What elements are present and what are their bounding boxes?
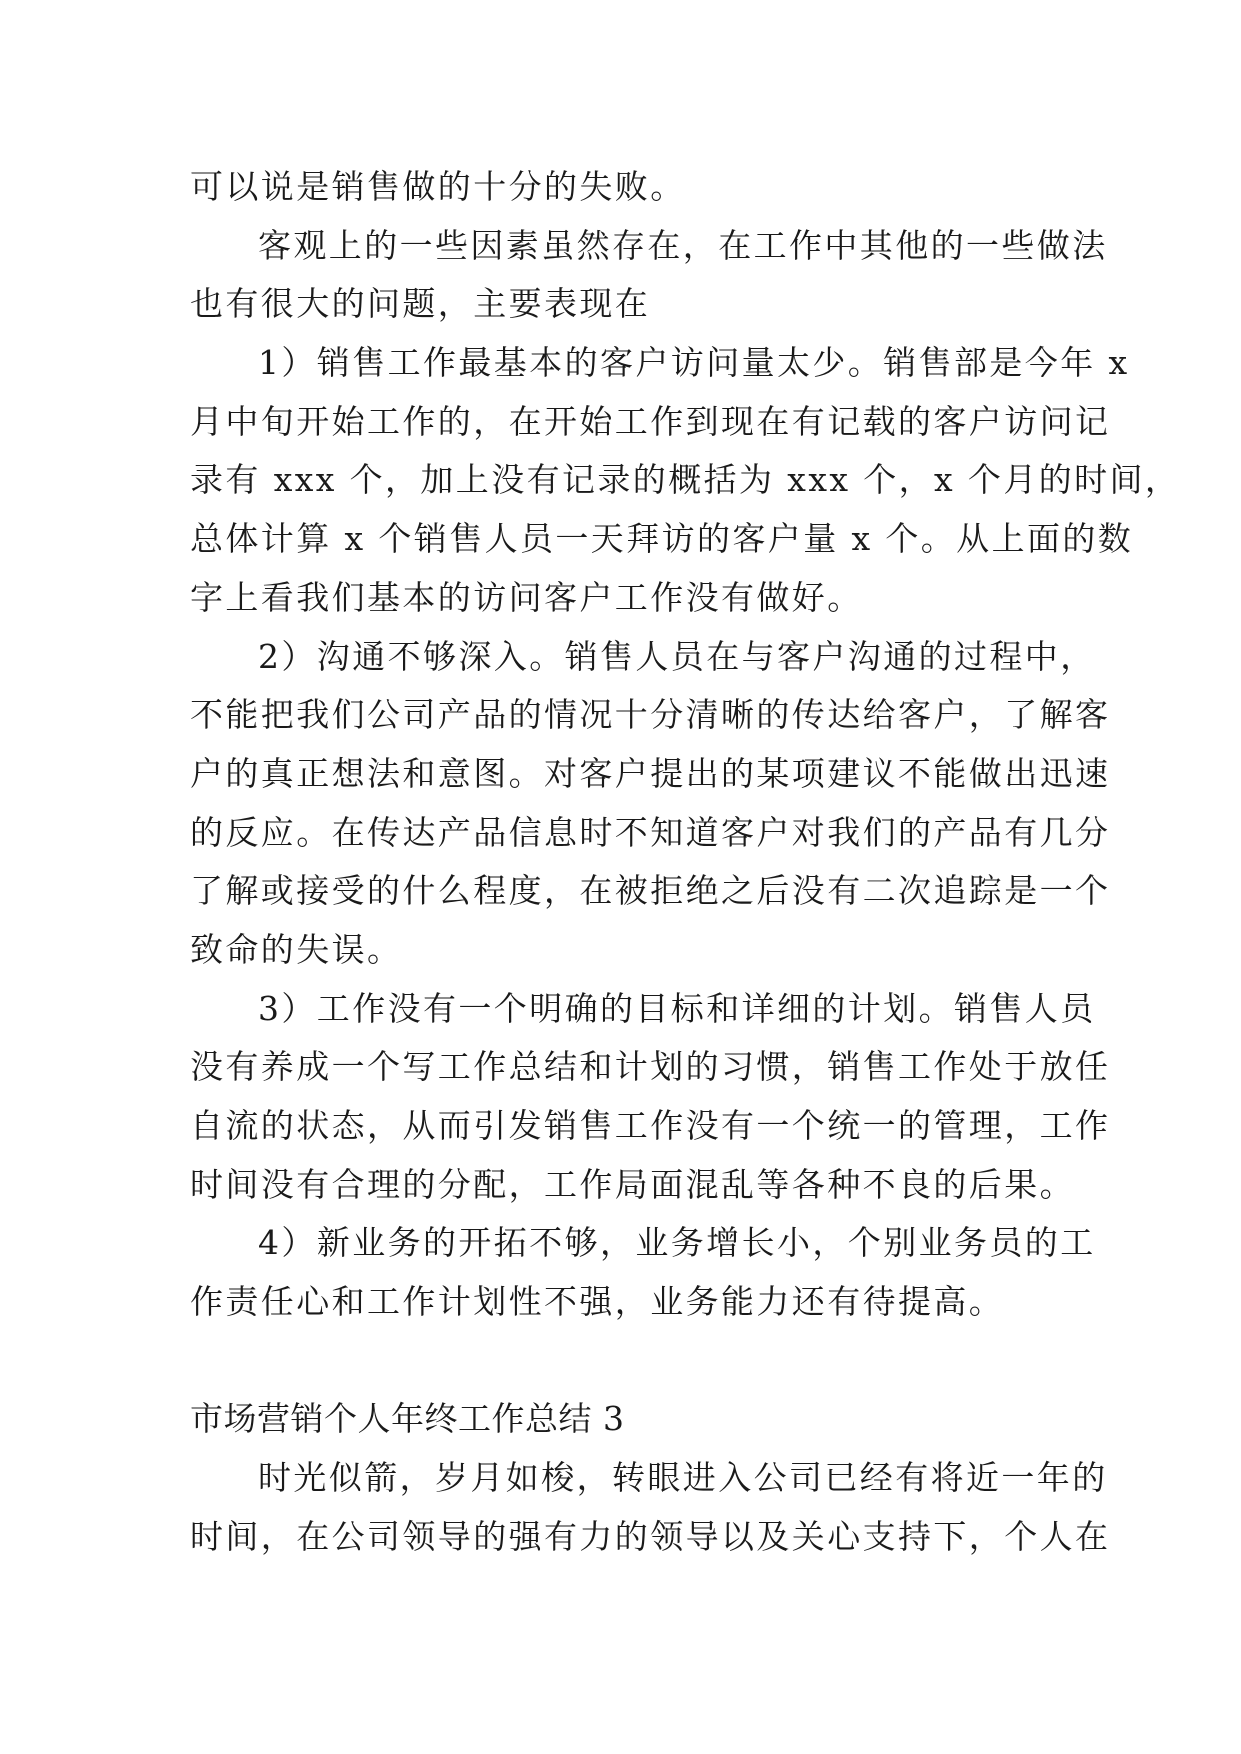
text-line: 致命的失误。: [190, 929, 403, 969]
text-line: 了解或接受的什么程度，在被拒绝之后没有二次追踪是一个: [190, 871, 1111, 911]
text-line: 没有养成一个写工作总结和计划的习惯，销售工作处于放任: [190, 1047, 1111, 1087]
text-line: 可以说是销售做的十分的失败。: [190, 167, 686, 206]
text-line: 户的真正想法和意图。对客户提出的某项建议不能做出迅速: [190, 753, 1111, 793]
text-line: 时间没有合理的分配，工作局面混乱等各种不良的后果。: [190, 1164, 1075, 1204]
section-heading: 市场营销个人年终工作总结 3: [190, 1399, 625, 1439]
text-line: 2）沟通不够深入。销售人员在与客户沟通的过程中，: [258, 636, 1096, 676]
text-line: 作责任心和工作计划性不强，业务能力还有待提高。: [190, 1282, 1005, 1322]
text-line: 时间，在公司领导的强有力的领导以及关心支持下，个人在: [190, 1516, 1111, 1556]
paragraph-gap: [190, 1332, 1050, 1391]
text-line: 录有 xxx 个，加上没有记录的概括为 xxx 个，x 个月的时间，: [190, 460, 1181, 500]
text-line: 不能把我们公司产品的情况十分清晰的传达给客户，了解客: [190, 695, 1111, 735]
text-line: 也有很大的问题，主要表现在: [190, 284, 651, 324]
text-line: 总体计算 x 个销售人员一天拜访的客户量 x 个。从上面的数: [190, 519, 1134, 559]
text-line: 客观上的一些因素虽然存在，在工作中其他的一些做法: [258, 225, 1108, 265]
text-line: 1）销售工作最基本的客户访问量太少。销售部是今年 x: [258, 343, 1130, 383]
text-line: 3）工作没有一个明确的目标和详细的计划。销售人员: [258, 988, 1096, 1028]
document-body: [190, 158, 1181, 1567]
text-line: 4）新业务的开拓不够，业务增长小，个别业务员的工: [258, 1223, 1096, 1263]
text-line: 时光似箭，岁月如梭，转眼进入公司已经有将近一年的: [258, 1458, 1108, 1498]
text-line: 自流的状态，从而引发销售工作没有一个统一的管理，工作: [190, 1106, 1111, 1145]
text-line: 月中旬开始工作的，在开始工作到现在有记载的客户访问记: [190, 401, 1111, 441]
text-line: 的反应。在传达产品信息时不知道客户对我们的产品有几分: [190, 812, 1111, 852]
text-line: 字上看我们基本的访问客户工作没有做好。: [190, 577, 863, 617]
